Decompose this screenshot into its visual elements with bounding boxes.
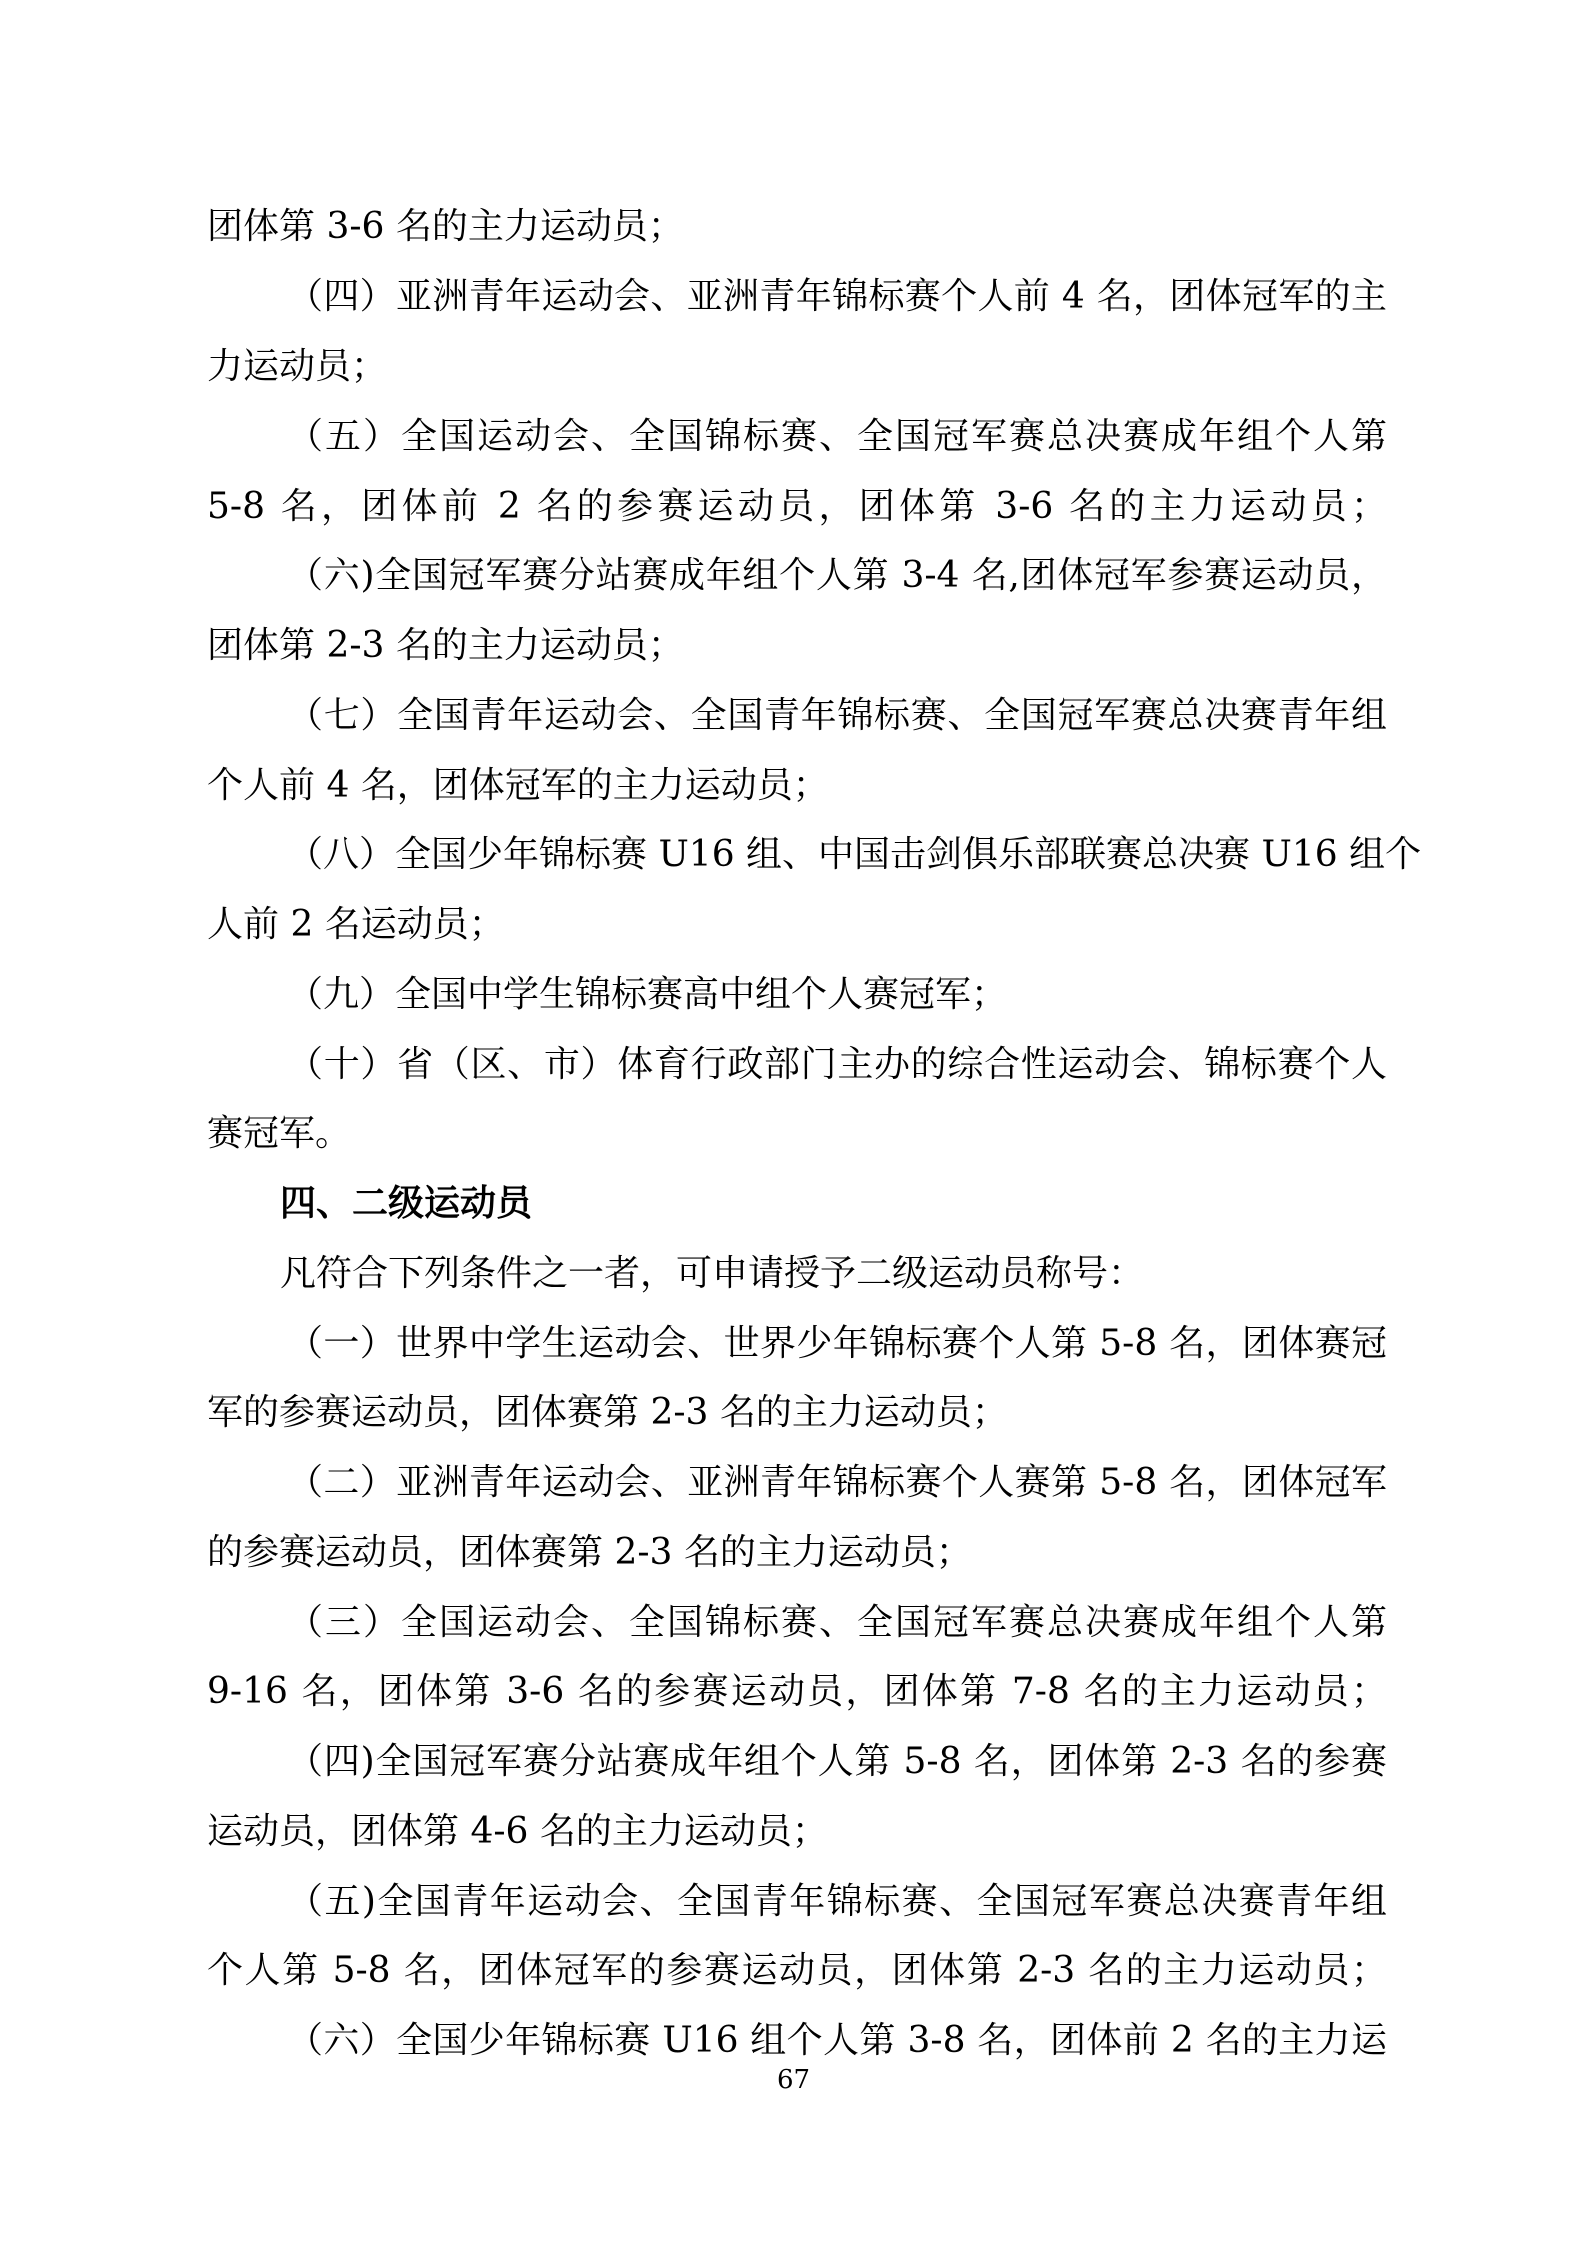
- section-heading: 四、二级运动员: [280, 1183, 533, 1224]
- text-line: （十）省（区、市）体育行政部门主办的综合性运动会、锦标赛个人: [287, 1044, 1387, 1085]
- text-line: 5-8 名，团体前 2 名的参赛运动员，团体第 3-6 名的主力运动员；: [207, 486, 1387, 527]
- text-line: 个人前 4 名，团体冠军的主力运动员；: [207, 765, 829, 806]
- text-line: 赛冠军。: [207, 1113, 352, 1154]
- text-line: （三）全国运动会、全国锦标赛、全国冠军赛总决赛成年组个人第: [287, 1602, 1387, 1643]
- text-line: （二）亚洲青年运动会、亚洲青年锦标赛个人赛第 5-8 名，团体冠军: [287, 1462, 1387, 1503]
- page-number: 67: [776, 2065, 811, 2095]
- text-line: 团体第 2-3 名的主力运动员；: [207, 625, 684, 666]
- text-line: （五)全国青年运动会、全国青年锦标赛、全国冠军赛总决赛青年组: [287, 1881, 1387, 1922]
- text-line: 的参赛运动员，团体赛第 2-3 名的主力运动员；: [207, 1532, 972, 1573]
- text-line: （八）全国少年锦标赛 U16 组、中国击剑俱乐部联赛总决赛 U16 组个: [287, 834, 1422, 875]
- text-line: （七）全国青年运动会、全国青年锦标赛、全国冠军赛总决赛青年组: [287, 695, 1387, 736]
- text-line: 军的参赛运动员，团体赛第 2-3 名的主力运动员；: [207, 1392, 1008, 1433]
- text-line: （四)全国冠军赛分站赛成年组个人第 5-8 名，团体第 2-3 名的参赛: [287, 1741, 1387, 1782]
- text-line: 人前 2 名运动员；: [207, 904, 505, 945]
- text-line: 运动员，团体第 4-6 名的主力运动员；: [207, 1811, 828, 1852]
- text-line: （四）亚洲青年运动会、亚洲青年锦标赛个人前 4 名，团体冠军的主: [287, 276, 1387, 317]
- text-line: 力运动员；: [207, 346, 388, 387]
- text-line: 9-16 名，团体第 3-6 名的参赛运动员，团体第 7-8 名的主力运动员；: [207, 1671, 1387, 1712]
- text-line: （一）世界中学生运动会、世界少年锦标赛个人第 5-8 名，团体赛冠: [287, 1323, 1387, 1364]
- text-line: 凡符合下列条件之一者，可申请授予二级运动员称号：: [280, 1253, 1145, 1294]
- text-line: （六）全国少年锦标赛 U16 组个人第 3-8 名，团体前 2 名的主力运: [287, 2020, 1387, 2061]
- text-line: （六)全国冠军赛分站赛成年组个人第 3-4 名,团体冠军参赛运动员，: [287, 555, 1387, 596]
- text-line: 个人第 5-8 名，团体冠军的参赛运动员，团体第 2-3 名的主力运动员；: [207, 1950, 1387, 1991]
- text-line: （五）全国运动会、全国锦标赛、全国冠军赛总决赛成年组个人第: [287, 416, 1387, 457]
- text-line: （九）全国中学生锦标赛高中组个人赛冠军；: [287, 974, 1008, 1015]
- text-line: 团体第 3-6 名的主力运动员；: [207, 206, 684, 247]
